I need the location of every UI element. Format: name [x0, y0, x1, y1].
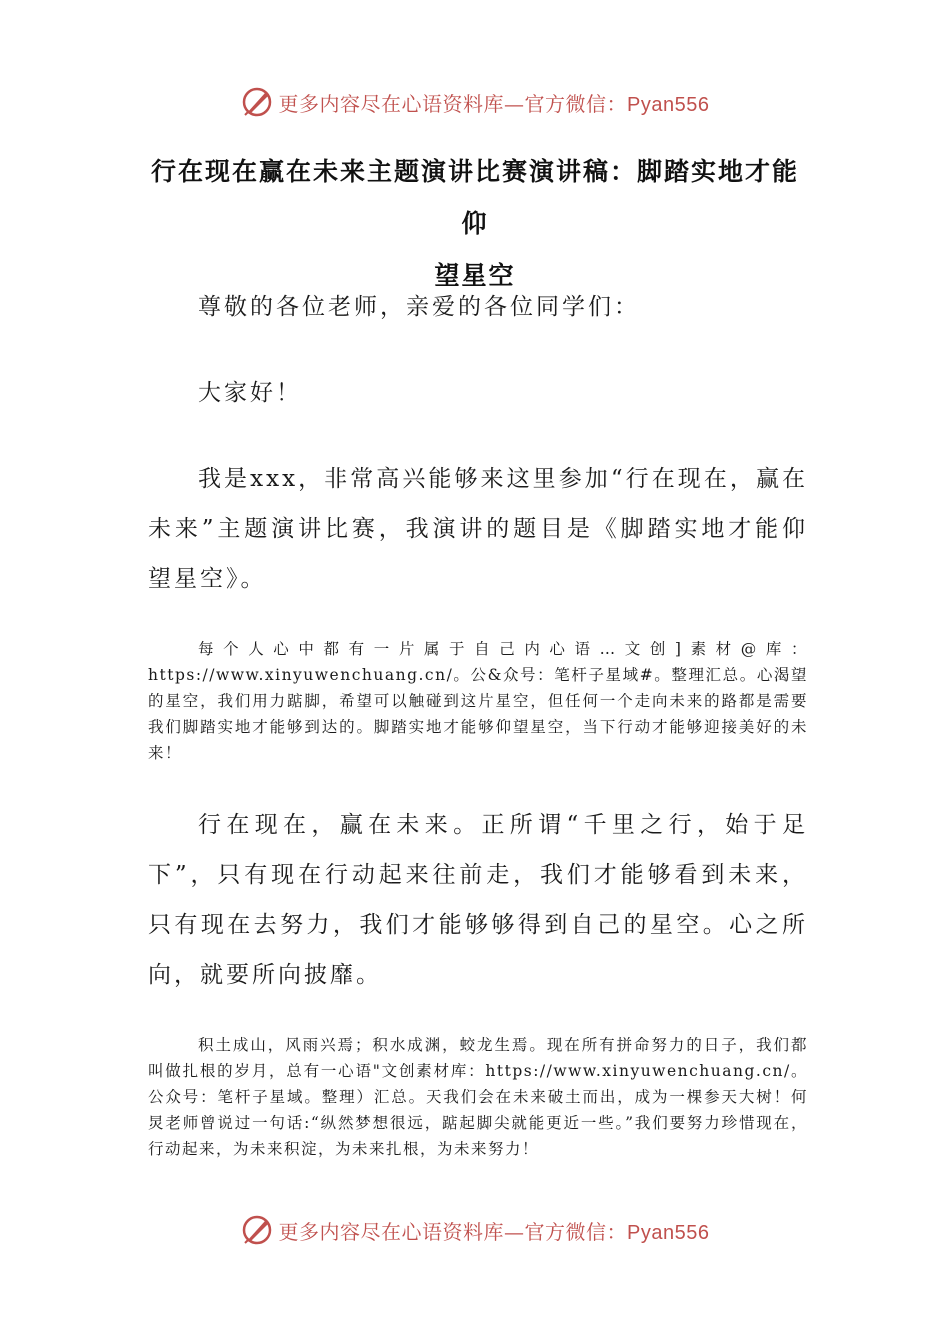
document-title — [140, 146, 810, 302]
note-paragraph-2: 积土成山，风雨兴焉；积水成渊，蛟龙生焉。现在所有拼命努力的日子，我们都叫做扎根的岁月，总有一心语"文创素材库：https://www.xinyuwenchuang.cn/。公众号：笔杆子星域。整理）汇总。天我们会在未来破土而出，成为一棵参天大树！何炅老师曾说过一句话:“纵然梦想很远，踮起脚尖就能更近一些。”我们要努力珍惜现在，行动起来，为未来积淀，为未来扎根，为未来努力！ — [148, 1036, 808, 1158]
title-line-2: 望星空 — [434, 261, 516, 290]
header-banner — [0, 82, 950, 122]
quill-pen-circle-icon — [241, 86, 273, 118]
greeting-paragraph: 尊敬的各位老师，亲爱的各位同学们： — [198, 294, 640, 320]
note-paragraph-1: 每个人心中都有一片属于自己内心语…文创]素材@库：https://www.xinyuwenchuang.cn/。公&众号：笔杆子星域#。整理汇总。心渴望的星空，我们用力踮脚，希望可以触碰到这片星空，但任何一个走向未来的路都是需要我们脚踏实地才能够到达的。脚踏实地才能够仰望星空，当下行动才能够迎接美好的未来！ — [148, 640, 808, 762]
hello-paragraph: 大家好！ — [198, 380, 302, 406]
footer-banner — [0, 1210, 950, 1250]
banner-text: 更多内容尽在心语资料库—官方微信：Pyan556 — [278, 1219, 710, 1244]
title-line-1: 行在现在赢在未来主题演讲比赛演讲稿：脚踏实地才能仰 — [150, 157, 799, 238]
banner-wechat-handle: Pyan556 — [627, 1221, 710, 1244]
quill-pen-circle-icon — [241, 1214, 273, 1246]
banner-wechat-handle: Pyan556 — [627, 93, 710, 116]
intro-paragraph: 我是xxx，非常高兴能够来这里参加“行在现在，赢在未来”主题演讲比赛，我演讲的题目是《脚踏实地才能仰望星空》。 — [148, 466, 808, 592]
banner-text: 更多内容尽在心语资料库—官方微信：Pyan556 — [278, 91, 710, 116]
action-paragraph: 行在现在，赢在未来。正所谓“千里之行，始于足下”，只有现在行动起来往前走，我们才能够看到未来，只有现在去努力，我们才能够够得到自己的星空。心之所向，就要所向披靡。 — [148, 812, 808, 988]
